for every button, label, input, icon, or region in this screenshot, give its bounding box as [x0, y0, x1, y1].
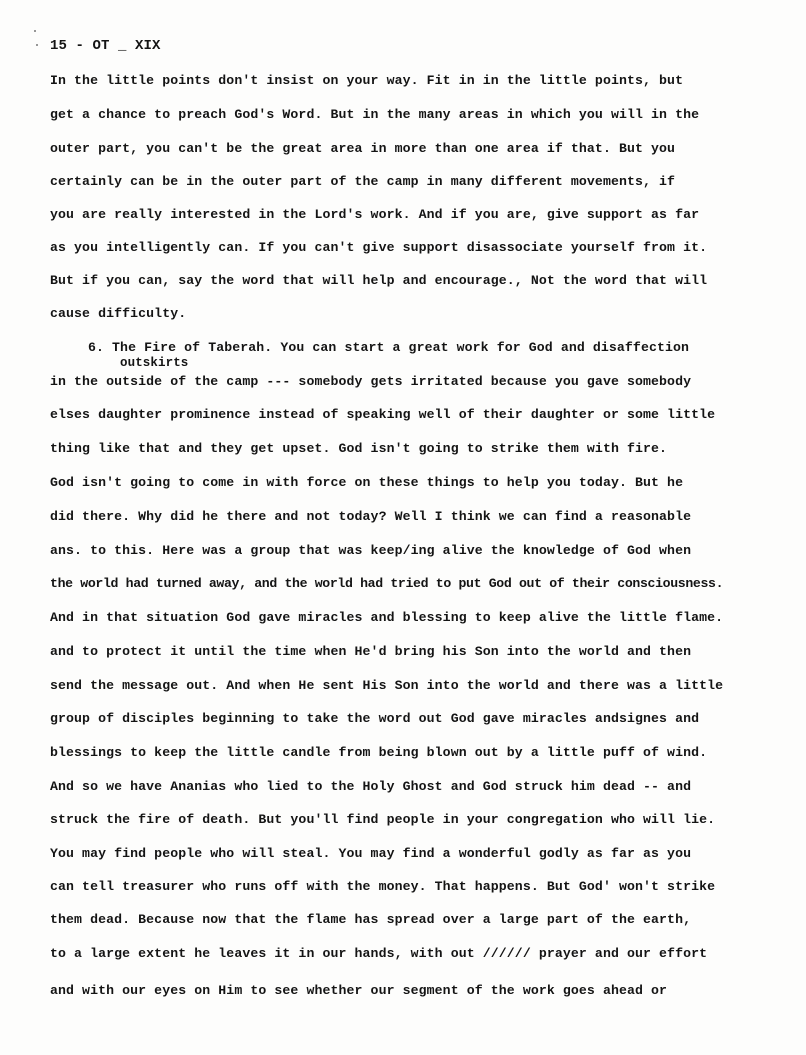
interlinear-insertion: outskirts: [120, 356, 189, 370]
text-line: But if you can, say the word that will help and encourage., Not the word that will: [50, 273, 708, 288]
paper-speck: [36, 44, 38, 46]
page-header: 15 - OT _ XIX: [50, 38, 161, 54]
text-line: and to protect it until the time when He'd bring his Son into the world and then: [50, 644, 692, 659]
text-line: In the little points don't insist on your way. Fit in in the little points, but: [50, 73, 684, 88]
section-heading-line: 6. The Fire of Taberah. You can start a great work for God and disaffection: [88, 340, 690, 355]
text-line: outer part, you can't be the great area in more than one area if that. But you: [50, 141, 676, 156]
text-line: certainly can be in the outer part of the camp in many different movements, if: [50, 174, 676, 189]
text-line: God isn't going to come in with force on these things to help you today. But he: [50, 475, 684, 490]
text-line: as you intelligently can. If you can't give support disassociate yourself from it.: [50, 240, 708, 255]
paper-speck: [34, 30, 36, 32]
text-line: struck the fire of death. But you'll find people in your congregation who will lie.: [50, 812, 716, 827]
text-line: you are really interested in the Lord's work. And if you are, give support as far: [50, 207, 700, 222]
text-line: get a chance to preach God's Word. But in the many areas in which you will in the: [50, 107, 700, 122]
text-line: did there. Why did he there and not today? Well I think we can find a reasonable: [50, 509, 692, 524]
text-line: cause difficulty.: [50, 306, 187, 321]
text-line: And so we have Ananias who lied to the Holy Ghost and God struck him dead -- and: [50, 779, 692, 794]
text-line: the world had turned away, and the world had tried to put God out of their consciousness.: [50, 576, 724, 591]
text-line: them dead. Because now that the flame has spread over a large part of the earth,: [50, 912, 692, 927]
text-line: to a large extent he leaves it in our hands, with out ////// prayer and our effort: [50, 946, 708, 961]
text-line: group of disciples beginning to take the word out God gave miracles andsignes and: [50, 711, 700, 726]
text-line: You may find people who will steal. You may find a wonderful godly as far as you: [50, 846, 692, 861]
text-line: in the outside of the camp --- somebody gets irritated because you gave somebody: [50, 374, 692, 389]
text-line: elses daughter prominence instead of speaking well of their daughter or some little: [50, 407, 716, 422]
text-line: thing like that and they get upset. God isn't going to strike them with fire.: [50, 441, 668, 456]
text-line: ans. to this. Here was a group that was keep/ing alive the knowledge of God when: [50, 543, 692, 558]
text-line: blessings to keep the little candle from being blown out by a little puff of wind.: [50, 745, 708, 760]
text-line: send the message out. And when He sent His Son into the world and there was a little: [50, 678, 724, 693]
text-line: can tell treasurer who runs off with the money. That happens. But God' won't strike: [50, 879, 716, 894]
text-line: And in that situation God gave miracles and blessing to keep alive the little flame.: [50, 610, 724, 625]
text-line: and with our eyes on Him to see whether our segment of the work goes ahead or: [50, 983, 668, 998]
